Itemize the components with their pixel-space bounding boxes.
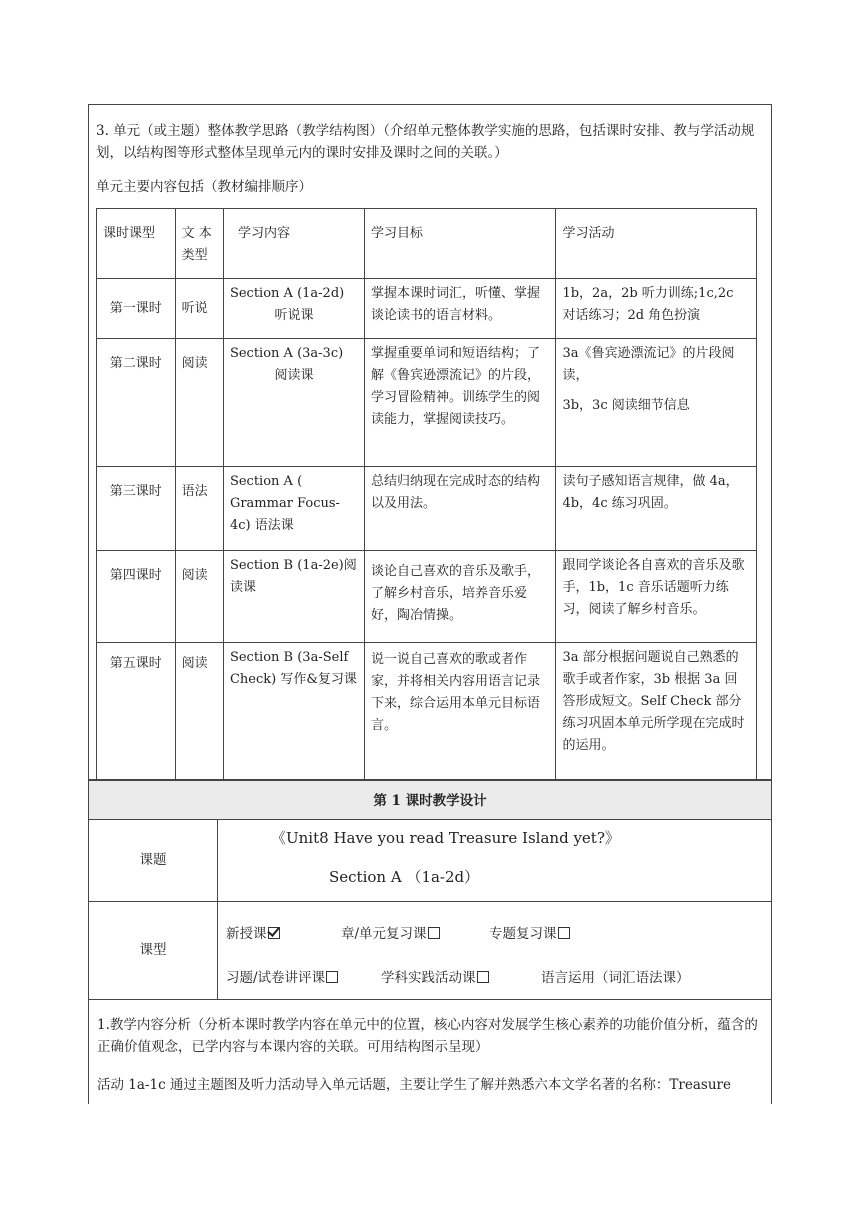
row-content-text: Section A (1a-2d) [229,286,345,301]
checkbox-icon[interactable] [477,971,489,983]
row-activity: 跟同学谈论各自喜欢的音乐及歌手，1b，1c 音乐话题听力练习，阅读了解乡村音乐。 [556,551,757,643]
row-type: 阅读 [175,643,223,781]
type-option[interactable] [381,966,489,986]
type-option [541,966,690,986]
header-goal: 学习目标 [365,209,556,279]
type-option-label: 专题复习课 [489,926,557,942]
document-page [88,104,772,1104]
topic-row [88,819,772,902]
row-content: Section B (1a-2e)阅读课 [223,551,364,643]
header-activity: 学习活动 [556,209,757,279]
analysis-text: 活动 1a-1c 通过主题图及听力活动导入单元话题，主要让学生了解并熟悉六本文学名著的名称：Treasure [97,1077,731,1093]
unit-content-table [96,208,757,781]
table-row [97,467,757,551]
type-option[interactable] [489,922,570,942]
lesson-type-row [88,901,772,1000]
row-content-sub: 听说课 [274,308,314,323]
row-activity [556,339,757,467]
type-option[interactable] [226,966,338,986]
row-content [223,279,364,339]
type-option-label: 语言运用（词汇语法课） [541,970,690,986]
type-option-label: 习题/试卷讲评课 [226,970,326,986]
row-content [223,339,364,467]
row-type: 听说 [175,279,223,339]
table-row [97,339,757,467]
type-option-label: 学科实践活动课 [381,970,476,986]
checkbox-icon[interactable] [558,927,570,939]
row-lesson: 第五课时 [97,643,176,781]
topic-line-2: Section A （1a-2d） [329,868,480,886]
topic-line-1: 《Unit8 Have you read Treasure Island yet?》 [271,829,620,847]
row-lesson: 第二课时 [97,339,176,467]
row-activity: 3a 部分根据问题说自己熟悉的歌手或者作家，3b 根据 3a 回答形成短文。Self Check 部分练习巩固本单元所学现在完成时的运用。 [556,643,757,781]
checkbox-icon[interactable] [428,927,440,939]
row-activity-text: 3a《鲁宾逊漂流记》的片段阅读， [562,346,735,383]
row-goal: 总结归纳现在完成时态的结构以及用法。 [365,467,556,551]
row-type: 阅读 [175,551,223,643]
section3-heading: 3. 单元（或主题）整体教学思路（教学结构图）（介绍单元整体教学实施的思路，包括课时安排、教与学活动规划，以结构图等形式整体呈现单元内的课时安排及课时之间的关联。） [96,123,755,161]
row-goal: 掌握重要单词和短语结构；了解《鲁宾逊漂流记》的片段，学习冒险精神。训练学生的阅读能力，掌握阅读技巧。 [365,339,556,467]
row-type: 阅读 [175,339,223,467]
type-label: 课型 [139,942,167,958]
row-content-text: Section A (3a-3c) [229,346,344,361]
lesson-banner [88,780,772,820]
topic-label: 课题 [139,852,167,868]
type-option-label: 新授课 [226,926,267,942]
row-type: 语法 [175,467,223,551]
section3-subheading: 单元主要内容包括（教材编排顺序） [96,179,312,195]
type-option[interactable] [341,922,440,942]
type-option-label: 章/单元复习课 [341,926,427,942]
header-content: 学习内容 [223,209,364,279]
row-content-sub: 阅读课 [274,368,314,383]
row-activity: 1b，2a，2b 听力训练;1c,2c 对话练习；2d 角色扮演 [556,279,757,339]
table-row [97,279,757,339]
row-content: Section B (3a-Self Check) 写作&复习课 [223,643,364,781]
row-goal: 谈论自己喜欢的音乐及歌手，了解乡村音乐，培养音乐爱好，陶冶情操。 [365,551,556,643]
row-activity: 读句子感知语言规律，做 4a，4b，4c 练习巩固。 [556,467,757,551]
row-lesson: 第四课时 [97,551,176,643]
table-row [97,551,757,643]
header-type: 文 本类型 [175,209,223,279]
row-goal: 说一说自己喜欢的歌或者作家，并将相关内容用语言记录下来，综合运用本单元目标语言。 [365,643,556,781]
type-label-cell [89,902,218,999]
row-lesson: 第三课时 [97,467,176,551]
analysis-heading: 1.教学内容分析（分析本课时教学内容在单元中的位置，核心内容对发展学生核心素养的功能价值分析，蕴含的正确价值观念，已学内容与本课内容的关联。可用结构图示呈现） [97,1017,758,1055]
table-header-row [97,209,757,279]
checkbox-icon[interactable] [326,971,338,983]
row-lesson: 第一课时 [97,279,176,339]
row-content: Section A ( Grammar Focus-4c) 语法课 [223,467,364,551]
table-row [97,643,757,781]
topic-label-cell [89,820,218,901]
lesson-banner-text: 第 1 课时教学设计 [373,793,487,809]
analysis-section [88,999,772,1104]
row-activity-text-2: 3b，3c 阅读细节信息 [562,398,690,413]
row-goal: 掌握本课时词汇，听懂、掌握谈论读书的语言材料。 [365,279,556,339]
type-option[interactable] [226,922,280,942]
checkbox-checked-icon[interactable] [268,927,280,939]
header-lesson: 课时课型 [97,209,176,279]
